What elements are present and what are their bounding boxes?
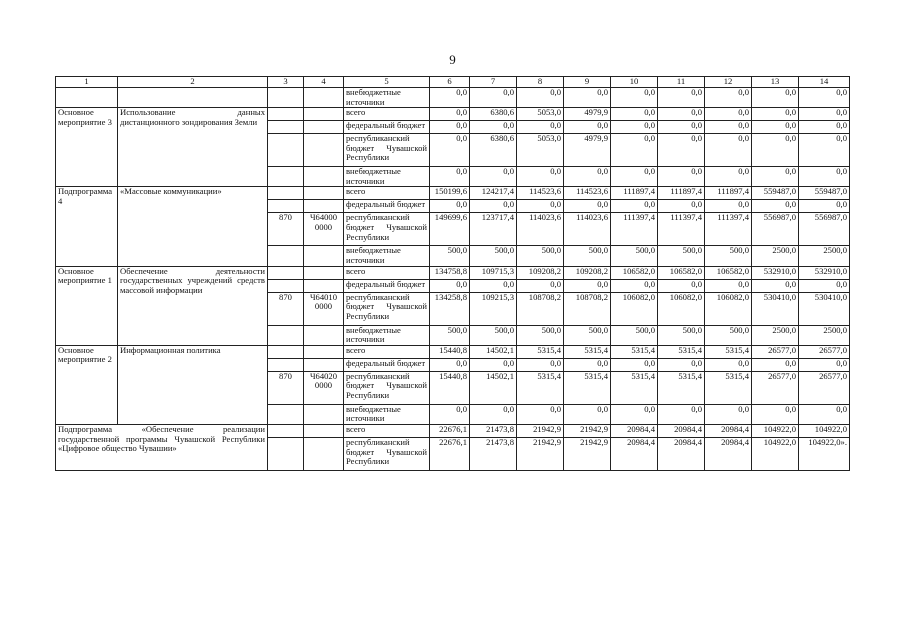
- funding-source-cell: внебюджетные источники: [344, 167, 430, 187]
- amount-cell: 0,0: [799, 108, 850, 121]
- amount-cell: 109208,2: [564, 266, 611, 279]
- table-row: [56, 88, 850, 108]
- amount-cell: 500,0: [564, 246, 611, 266]
- amount-cell: 104922,0».: [799, 437, 850, 470]
- amount-cell: 556987,0: [752, 213, 799, 246]
- amount-cell: 4979,9: [564, 108, 611, 121]
- amount-cell: 20984,4: [658, 437, 705, 470]
- grbs-code-cell: [268, 88, 304, 108]
- amount-cell: 114523,6: [517, 187, 564, 200]
- amount-cell: 0,0: [517, 121, 564, 134]
- amount-cell: 0,0: [430, 121, 470, 134]
- table-row: [56, 424, 850, 437]
- amount-cell: 104922,0: [799, 424, 850, 437]
- amount-cell: 500,0: [517, 325, 564, 345]
- amount-cell: 0,0: [564, 88, 611, 108]
- amount-cell: 559487,0: [799, 187, 850, 200]
- amount-cell: 0,0: [658, 279, 705, 292]
- amount-cell: 5315,4: [658, 345, 705, 358]
- amount-cell: 0,0: [611, 108, 658, 121]
- funding-source-cell: внебюджетные источники: [344, 325, 430, 345]
- amount-cell: 530410,0: [799, 292, 850, 325]
- amount-cell: 0,0: [705, 121, 752, 134]
- funding-source-cell: республиканский бюджет Чувашской Республики: [344, 134, 430, 167]
- amount-cell: 559487,0: [752, 187, 799, 200]
- amount-cell: 20984,4: [705, 424, 752, 437]
- amount-cell: 0,0: [430, 167, 470, 187]
- target-article-cell: [304, 167, 344, 187]
- amount-cell: 500,0: [658, 325, 705, 345]
- amount-cell: 0,0: [658, 167, 705, 187]
- amount-cell: 22676,1: [430, 437, 470, 470]
- program-name-cell: Подпрограмма «Обеспечение реализации государственной программы Чувашской Республики «Цифровое общество Чувашии»: [56, 424, 268, 470]
- header-row: [56, 77, 850, 88]
- target-article-cell: [304, 108, 344, 121]
- amount-cell: 21942,9: [517, 424, 564, 437]
- funding-source-cell: республиканский бюджет Чувашской Республики: [344, 371, 430, 404]
- amount-cell: 5315,4: [705, 371, 752, 404]
- funding-source-cell: всего: [344, 266, 430, 279]
- amount-cell: 106582,0: [611, 266, 658, 279]
- header-cell: 9: [564, 77, 611, 88]
- header-cell: 4: [304, 77, 344, 88]
- amount-cell: 0,0: [658, 200, 705, 213]
- amount-cell: 111897,4: [658, 187, 705, 200]
- amount-cell: 0,0: [799, 167, 850, 187]
- grbs-code-cell: [268, 200, 304, 213]
- amount-cell: 15440,8: [430, 345, 470, 358]
- amount-cell: 0,0: [799, 404, 850, 424]
- header-cell: 10: [611, 77, 658, 88]
- target-article-cell: [304, 121, 344, 134]
- header-cell: 5: [344, 77, 430, 88]
- amount-cell: 0,0: [799, 88, 850, 108]
- amount-cell: 0,0: [470, 121, 517, 134]
- funding-source-cell: республиканский бюджет Чувашской Республики: [344, 437, 430, 470]
- amount-cell: 0,0: [611, 121, 658, 134]
- amount-cell: 109715,3: [470, 266, 517, 279]
- amount-cell: 4979,9: [564, 134, 611, 167]
- target-article-cell: [304, 88, 344, 108]
- funding-source-cell: всего: [344, 187, 430, 200]
- header-cell: 2: [118, 77, 268, 88]
- amount-cell: 0,0: [611, 358, 658, 371]
- amount-cell: 26577,0: [752, 371, 799, 404]
- funding-source-cell: внебюджетные источники: [344, 246, 430, 266]
- amount-cell: 5315,4: [517, 371, 564, 404]
- grbs-code-cell: [268, 404, 304, 424]
- grbs-code-cell: [268, 345, 304, 358]
- amount-cell: 5315,4: [564, 345, 611, 358]
- amount-cell: 500,0: [611, 325, 658, 345]
- page-number: 9: [449, 52, 456, 67]
- header-cell: 13: [752, 77, 799, 88]
- amount-cell: 106082,0: [705, 292, 752, 325]
- amount-cell: 5315,4: [611, 345, 658, 358]
- amount-cell: 111397,4: [705, 213, 752, 246]
- amount-cell: 0,0: [705, 358, 752, 371]
- amount-cell: 0,0: [517, 167, 564, 187]
- amount-cell: 111897,4: [705, 187, 752, 200]
- amount-cell: 0,0: [517, 279, 564, 292]
- amount-cell: 0,0: [705, 134, 752, 167]
- amount-cell: 0,0: [611, 134, 658, 167]
- target-article-cell: [304, 200, 344, 213]
- grbs-code-cell: 870: [268, 292, 304, 325]
- amount-cell: 5315,4: [564, 371, 611, 404]
- amount-cell: 0,0: [658, 108, 705, 121]
- amount-cell: 0,0: [564, 358, 611, 371]
- amount-cell: 0,0: [658, 134, 705, 167]
- program-cell: Основное мероприятие 3: [56, 108, 118, 187]
- table-row: [56, 266, 850, 279]
- amount-cell: 0,0: [611, 200, 658, 213]
- amount-cell: 0,0: [611, 279, 658, 292]
- amount-cell: 5315,4: [611, 371, 658, 404]
- funding-source-cell: федеральный бюджет: [344, 358, 430, 371]
- grbs-code-cell: [268, 279, 304, 292]
- amount-cell: 500,0: [658, 246, 705, 266]
- amount-cell: 0,0: [658, 121, 705, 134]
- amount-cell: 20984,4: [611, 424, 658, 437]
- program-cell: [56, 88, 118, 108]
- description-cell: Использование данных дистанционного зондирования Земли: [118, 108, 268, 187]
- amount-cell: 14502,1: [470, 371, 517, 404]
- grbs-code-cell: [268, 108, 304, 121]
- amount-cell: 21942,9: [517, 437, 564, 470]
- amount-cell: 123717,4: [470, 213, 517, 246]
- amount-cell: 0,0: [658, 88, 705, 108]
- grbs-code-cell: [268, 325, 304, 345]
- funding-source-cell: внебюджетные источники: [344, 88, 430, 108]
- amount-cell: 500,0: [430, 246, 470, 266]
- description-cell: Обеспечение деятельности государственных учреждений средств массовой информации: [118, 266, 268, 345]
- amount-cell: 5315,4: [658, 371, 705, 404]
- amount-cell: 109215,3: [470, 292, 517, 325]
- target-article-cell: [304, 246, 344, 266]
- amount-cell: 0,0: [752, 404, 799, 424]
- target-article-cell: Ч64010 0000: [304, 292, 344, 325]
- amount-cell: 14502,1: [470, 345, 517, 358]
- grbs-code-cell: 870: [268, 213, 304, 246]
- target-article-cell: [304, 187, 344, 200]
- amount-cell: 26577,0: [799, 371, 850, 404]
- amount-cell: 500,0: [430, 325, 470, 345]
- amount-cell: 150199,6: [430, 187, 470, 200]
- amount-cell: 532910,0: [752, 266, 799, 279]
- amount-cell: 21473,8: [470, 437, 517, 470]
- amount-cell: 0,0: [564, 167, 611, 187]
- funding-source-cell: республиканский бюджет Чувашской Республики: [344, 292, 430, 325]
- program-cell: Основное мероприятие 2: [56, 345, 118, 424]
- header-cell: 1: [56, 77, 118, 88]
- amount-cell: 20984,4: [705, 437, 752, 470]
- grbs-code-cell: [268, 424, 304, 437]
- funding-source-cell: внебюджетные источники: [344, 404, 430, 424]
- amount-cell: 108708,2: [517, 292, 564, 325]
- amount-cell: 530410,0: [752, 292, 799, 325]
- amount-cell: 0,0: [705, 108, 752, 121]
- amount-cell: 0,0: [564, 200, 611, 213]
- target-article-cell: [304, 325, 344, 345]
- amount-cell: 114023,6: [564, 213, 611, 246]
- amount-cell: 5053,0: [517, 134, 564, 167]
- amount-cell: 0,0: [517, 358, 564, 371]
- funding-source-cell: всего: [344, 108, 430, 121]
- amount-cell: 0,0: [658, 404, 705, 424]
- amount-cell: 0,0: [564, 279, 611, 292]
- grbs-code-cell: [268, 358, 304, 371]
- grbs-code-cell: [268, 121, 304, 134]
- amount-cell: 500,0: [564, 325, 611, 345]
- target-article-cell: [304, 266, 344, 279]
- amount-cell: 109208,2: [517, 266, 564, 279]
- amount-cell: 134258,8: [430, 292, 470, 325]
- amount-cell: 20984,4: [611, 437, 658, 470]
- funding-source-cell: федеральный бюджет: [344, 200, 430, 213]
- amount-cell: 500,0: [705, 325, 752, 345]
- header-cell: 6: [430, 77, 470, 88]
- amount-cell: 0,0: [705, 200, 752, 213]
- amount-cell: 0,0: [752, 88, 799, 108]
- description-cell: Информационная политика: [118, 345, 268, 424]
- amount-cell: 0,0: [470, 404, 517, 424]
- program-cell: Подпрограмма 4: [56, 187, 118, 266]
- amount-cell: 0,0: [517, 404, 564, 424]
- grbs-code-cell: [268, 167, 304, 187]
- amount-cell: 2500,0: [752, 246, 799, 266]
- amount-cell: 0,0: [799, 200, 850, 213]
- amount-cell: 21942,9: [564, 424, 611, 437]
- amount-cell: 2500,0: [799, 246, 850, 266]
- target-article-cell: [304, 345, 344, 358]
- budget-table: [55, 76, 850, 471]
- amount-cell: 0,0: [470, 358, 517, 371]
- amount-cell: 0,0: [470, 167, 517, 187]
- table-row: [56, 187, 850, 200]
- amount-cell: 556987,0: [799, 213, 850, 246]
- amount-cell: 15440,8: [430, 371, 470, 404]
- amount-cell: 500,0: [705, 246, 752, 266]
- funding-source-cell: всего: [344, 345, 430, 358]
- amount-cell: 26577,0: [752, 345, 799, 358]
- amount-cell: 0,0: [611, 88, 658, 108]
- amount-cell: 0,0: [517, 88, 564, 108]
- amount-cell: 0,0: [705, 404, 752, 424]
- header-cell: 7: [470, 77, 517, 88]
- amount-cell: 0,0: [658, 358, 705, 371]
- grbs-code-cell: [268, 266, 304, 279]
- grbs-code-cell: [268, 134, 304, 167]
- amount-cell: 106582,0: [658, 266, 705, 279]
- amount-cell: 2500,0: [799, 325, 850, 345]
- amount-cell: 22676,1: [430, 424, 470, 437]
- amount-cell: 0,0: [611, 167, 658, 187]
- amount-cell: 21473,8: [470, 424, 517, 437]
- target-article-cell: [304, 424, 344, 437]
- amount-cell: 0,0: [752, 121, 799, 134]
- amount-cell: 104922,0: [752, 437, 799, 470]
- amount-cell: 5053,0: [517, 108, 564, 121]
- target-article-cell: [304, 437, 344, 470]
- program-cell: Основное мероприятие 1: [56, 266, 118, 345]
- amount-cell: 0,0: [564, 404, 611, 424]
- amount-cell: 108708,2: [564, 292, 611, 325]
- grbs-code-cell: [268, 187, 304, 200]
- target-article-cell: [304, 134, 344, 167]
- grbs-code-cell: [268, 437, 304, 470]
- amount-cell: 21942,9: [564, 437, 611, 470]
- amount-cell: 0,0: [470, 88, 517, 108]
- amount-cell: 111897,4: [611, 187, 658, 200]
- amount-cell: 106082,0: [611, 292, 658, 325]
- target-article-cell: [304, 404, 344, 424]
- amount-cell: 500,0: [470, 246, 517, 266]
- amount-cell: 500,0: [611, 246, 658, 266]
- amount-cell: 0,0: [430, 404, 470, 424]
- amount-cell: 0,0: [752, 108, 799, 121]
- amount-cell: 0,0: [752, 200, 799, 213]
- header-cell: 12: [705, 77, 752, 88]
- funding-source-cell: федеральный бюджет: [344, 121, 430, 134]
- amount-cell: 0,0: [752, 358, 799, 371]
- grbs-code-cell: 870: [268, 371, 304, 404]
- amount-cell: 0,0: [470, 200, 517, 213]
- amount-cell: 114023,6: [517, 213, 564, 246]
- amount-cell: 111397,4: [658, 213, 705, 246]
- amount-cell: 106082,0: [658, 292, 705, 325]
- amount-cell: 0,0: [517, 200, 564, 213]
- funding-source-cell: всего: [344, 424, 430, 437]
- amount-cell: 111397,4: [611, 213, 658, 246]
- header-cell: 14: [799, 77, 850, 88]
- funding-source-cell: федеральный бюджет: [344, 279, 430, 292]
- amount-cell: 0,0: [752, 167, 799, 187]
- amount-cell: 149699,6: [430, 213, 470, 246]
- target-article-cell: Ч64020 0000: [304, 371, 344, 404]
- target-article-cell: [304, 358, 344, 371]
- amount-cell: 0,0: [470, 279, 517, 292]
- amount-cell: 0,0: [430, 358, 470, 371]
- amount-cell: 532910,0: [799, 266, 850, 279]
- amount-cell: 124217,4: [470, 187, 517, 200]
- header-cell: 8: [517, 77, 564, 88]
- amount-cell: 500,0: [470, 325, 517, 345]
- amount-cell: 0,0: [799, 121, 850, 134]
- amount-cell: 0,0: [705, 279, 752, 292]
- amount-cell: 0,0: [564, 121, 611, 134]
- amount-cell: 0,0: [430, 108, 470, 121]
- amount-cell: 134758,8: [430, 266, 470, 279]
- amount-cell: 0,0: [611, 404, 658, 424]
- amount-cell: 0,0: [430, 279, 470, 292]
- funding-source-cell: республиканский бюджет Чувашской Республики: [344, 213, 430, 246]
- amount-cell: 6380,6: [470, 134, 517, 167]
- table-row: [56, 345, 850, 358]
- header-cell: 3: [268, 77, 304, 88]
- amount-cell: 5315,4: [705, 345, 752, 358]
- description-cell: «Массовые коммуникации»: [118, 187, 268, 266]
- amount-cell: 0,0: [430, 134, 470, 167]
- amount-cell: 0,0: [705, 167, 752, 187]
- amount-cell: 0,0: [752, 279, 799, 292]
- amount-cell: 500,0: [517, 246, 564, 266]
- amount-cell: 5315,4: [517, 345, 564, 358]
- amount-cell: 106582,0: [705, 266, 752, 279]
- amount-cell: 114523,6: [564, 187, 611, 200]
- amount-cell: 6380,6: [470, 108, 517, 121]
- amount-cell: 0,0: [799, 358, 850, 371]
- grbs-code-cell: [268, 246, 304, 266]
- amount-cell: 26577,0: [799, 345, 850, 358]
- table-row: [56, 108, 850, 121]
- amount-cell: 2500,0: [752, 325, 799, 345]
- amount-cell: 0,0: [430, 200, 470, 213]
- amount-cell: 0,0: [799, 279, 850, 292]
- amount-cell: 0,0: [799, 134, 850, 167]
- target-article-cell: Ч64000 0000: [304, 213, 344, 246]
- description-cell: [118, 88, 268, 108]
- amount-cell: 0,0: [705, 88, 752, 108]
- amount-cell: 0,0: [752, 134, 799, 167]
- amount-cell: 104922,0: [752, 424, 799, 437]
- target-article-cell: [304, 279, 344, 292]
- header-cell: 11: [658, 77, 705, 88]
- amount-cell: 20984,4: [658, 424, 705, 437]
- amount-cell: 0,0: [430, 88, 470, 108]
